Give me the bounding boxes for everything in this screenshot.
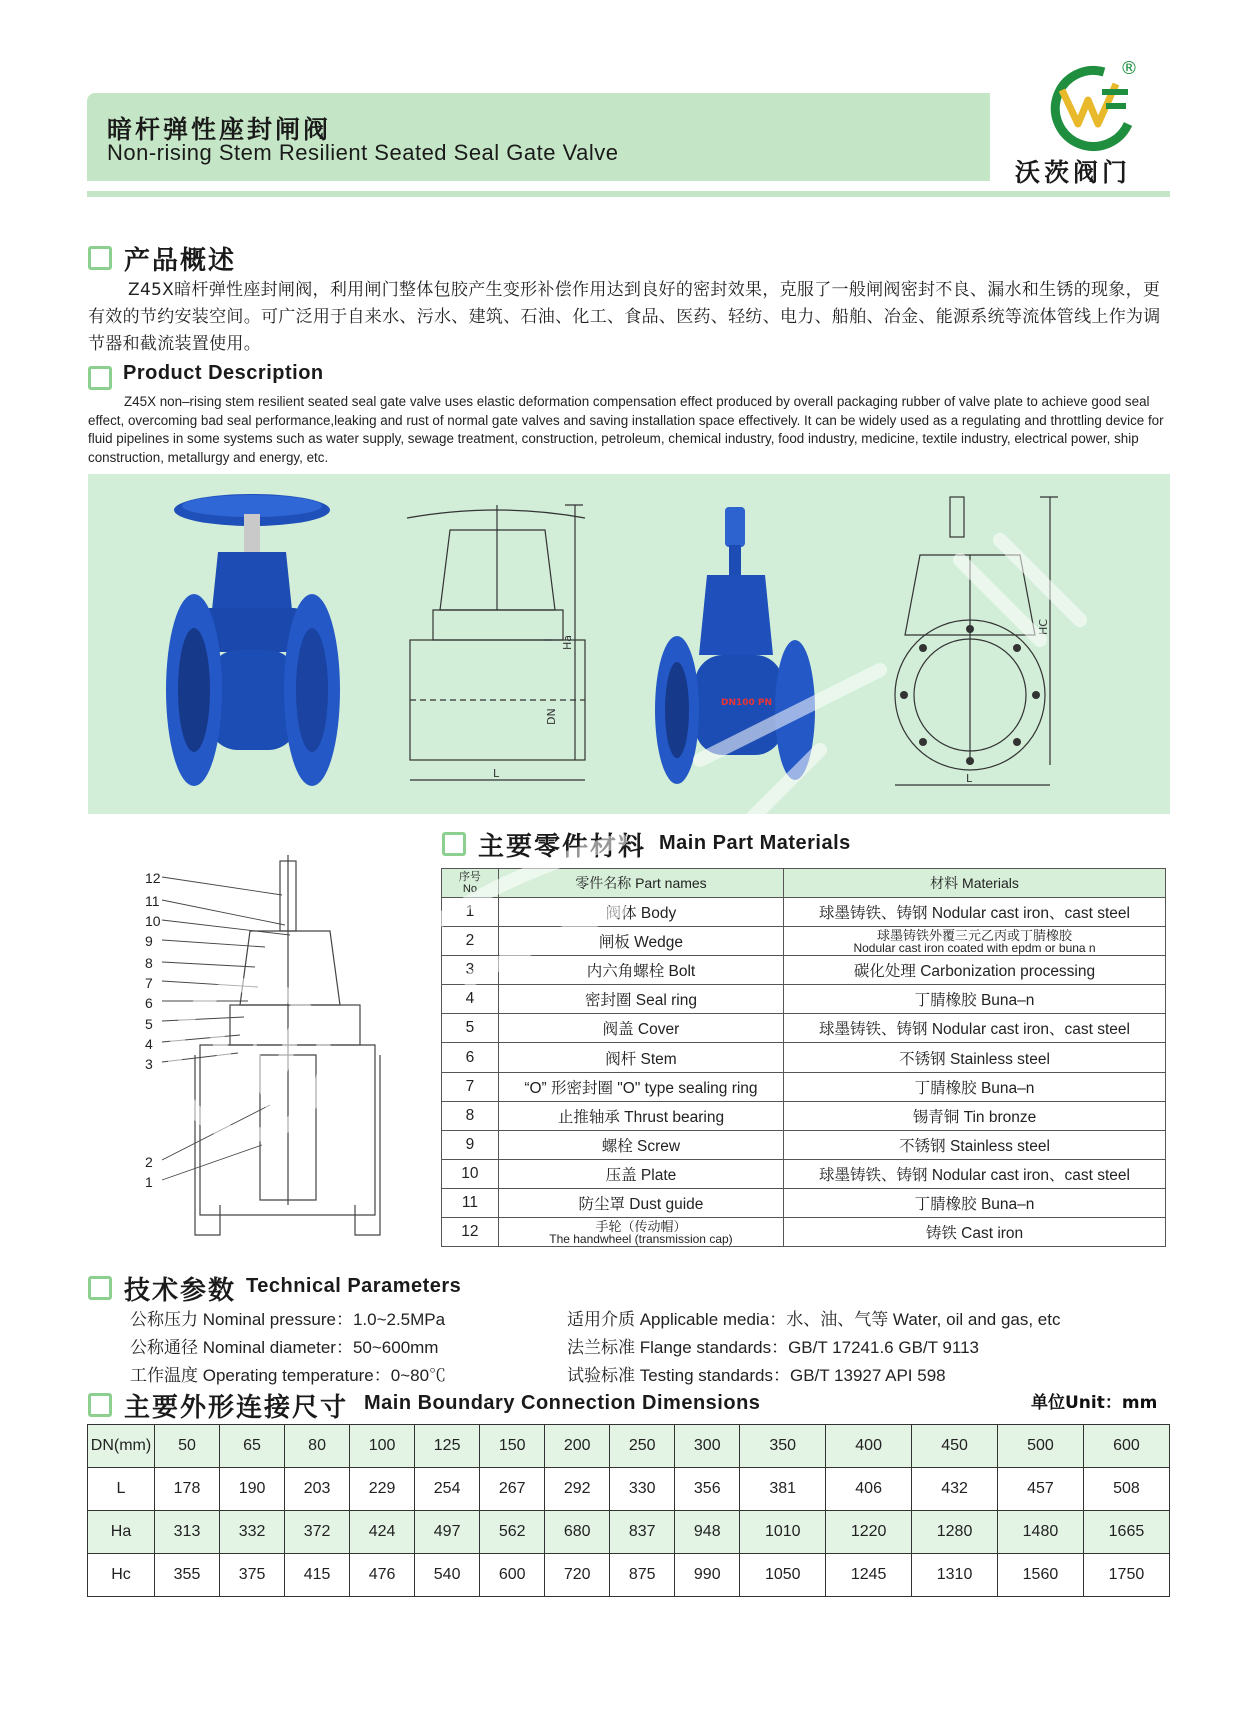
table-cell: 540	[415, 1554, 480, 1597]
parts-heading-en: Main Part Materials	[659, 832, 851, 854]
table-row	[442, 956, 1166, 985]
row-label: Ha	[88, 1511, 155, 1554]
table-row	[442, 1014, 1166, 1043]
valve-marking: DN100 PN	[721, 698, 773, 708]
tech-heading-cn: 技术参数	[124, 1276, 237, 1306]
table-row	[442, 985, 1166, 1014]
row-part-name: 密封圈 Seal ring	[498, 985, 783, 1014]
tech-nominal-pressure: 公称压力 Nominal pressure：1.0~2.5MPa	[130, 1310, 446, 1329]
table-cell: 190	[220, 1468, 285, 1511]
page-title-en: Non-rising Stem Resilient Seated Seal Gate Valve	[107, 140, 619, 165]
row-material: 丁腈橡胶 Buna–n	[784, 1188, 1166, 1217]
table-cell: 100	[350, 1425, 415, 1468]
row-material: 不锈钢 Stainless steel	[784, 1043, 1166, 1072]
row-part-name: 压盖 Plate	[498, 1159, 783, 1188]
table-row	[442, 898, 1166, 927]
table-cell: 450	[912, 1425, 998, 1468]
table-row	[442, 1130, 1166, 1159]
header-no-en: No	[462, 883, 477, 895]
header-materials: 材料 Materials	[784, 869, 1166, 898]
valve-photo-cap	[655, 505, 815, 795]
overview-heading-cn: 产品概述	[124, 246, 237, 276]
row-no: 5	[442, 1014, 499, 1043]
section-bullet-icon	[88, 1276, 112, 1300]
overview-body-en: Z45X non–rising stem resilient seated seal gate valve uses elastic deformation compensation effect produced by overall packaging rubber of valve plate to achieve good seal effect, overcoming bad seal performance,leaking and rust of normal gate valves and saving installation space effectively. It can be widely used as a regulating and throttling device for fluid pipelines in some systems such as water supply, sewage treatment, construction, petroleum, chemical industry, food industry, medicine, textile industry, electrical power, ship construction, metallurgy and energy, etc.	[88, 394, 1164, 465]
row-no: 4	[442, 985, 499, 1014]
callout-12: 12	[145, 870, 161, 886]
dims-heading-cn: 主要外形连接尺寸	[124, 1393, 349, 1423]
row-material: 丁腈橡胶 Buna–n	[784, 985, 1166, 1014]
row-material: 球墨铸铁、铸钢 Nodular cast iron、cast steel	[784, 898, 1166, 927]
callout-7: 7	[145, 975, 153, 991]
table-cell: 254	[415, 1468, 480, 1511]
row-no: 6	[442, 1043, 499, 1072]
table-row	[442, 1101, 1166, 1130]
row-no: 9	[442, 1130, 499, 1159]
parts-table	[441, 868, 1166, 1247]
table-cell: 203	[285, 1468, 350, 1511]
table-row	[442, 1072, 1166, 1101]
row-part-name: 闸板 Wedge	[498, 927, 783, 956]
parts-table-header	[442, 869, 1166, 898]
table-cell: 375	[220, 1554, 285, 1597]
table-cell: 372	[285, 1511, 350, 1554]
row-material: 碳化处理 Carbonization processing	[784, 956, 1166, 985]
table-cell: 406	[826, 1468, 912, 1511]
label-ha: Ha	[561, 634, 574, 650]
table-cell: 381	[740, 1468, 826, 1511]
tech-heading-en: Technical Parameters	[246, 1275, 462, 1297]
row-no: 7	[442, 1072, 499, 1101]
row-part-name-en: The handwheel (transmission cap)	[549, 1231, 733, 1246]
table-cell: 500	[998, 1425, 1084, 1468]
callout-3: 3	[145, 1056, 153, 1072]
dimensions-table	[87, 1424, 1170, 1597]
row-material-cn: 球墨铸铁外覆三元乙丙或丁腈橡胶	[877, 927, 1073, 943]
callout-2: 2	[145, 1154, 153, 1170]
table-row	[88, 1425, 1170, 1468]
table-cell: 125	[415, 1425, 480, 1468]
table-cell: 313	[155, 1511, 220, 1554]
label-l-side: L	[966, 772, 973, 785]
table-cell: 150	[480, 1425, 545, 1468]
table-cell: 350	[740, 1425, 826, 1468]
row-part-name: 螺栓 Screw	[498, 1130, 783, 1159]
dims-heading-en: Main Boundary Connection Dimensions	[364, 1392, 761, 1414]
row-part-name: 止推轴承 Thrust bearing	[498, 1101, 783, 1130]
callout-4: 4	[145, 1036, 153, 1052]
row-material: 不锈钢 Stainless steel	[784, 1130, 1166, 1159]
row-material-en: Nodular cast iron coated with epdm or buna n	[853, 940, 1096, 955]
row-label: L	[88, 1468, 155, 1511]
table-cell: 720	[545, 1554, 610, 1597]
row-material: 球墨铸铁、铸钢 Nodular cast iron、cast steel	[784, 1014, 1166, 1043]
dimension-drawing-side	[890, 495, 1080, 795]
page-title-cn: 暗杆弹性座封闸阀	[107, 115, 332, 144]
row-no: 3	[442, 956, 499, 985]
table-cell: 948	[675, 1511, 740, 1554]
row-no: 11	[442, 1188, 499, 1217]
callout-9: 9	[145, 933, 153, 949]
table-row	[442, 1159, 1166, 1188]
row-no: 1	[442, 898, 499, 927]
row-part-name-cn: 手轮（传动帽）	[595, 1218, 687, 1234]
dims-unit: 单位Unit：mm	[1031, 1393, 1158, 1413]
table-cell: 875	[610, 1554, 675, 1597]
row-part-name: “O” 形密封圈 "O" type sealing ring	[498, 1072, 783, 1101]
table-row	[88, 1468, 1170, 1511]
table-cell: 990	[675, 1554, 740, 1597]
table-cell: 600	[1083, 1425, 1169, 1468]
table-cell: 356	[675, 1468, 740, 1511]
brand-name: 沃茨阀门	[1015, 158, 1132, 187]
table-cell: 1560	[998, 1554, 1084, 1597]
callout-8: 8	[145, 955, 153, 971]
valve-photo-handwheel	[160, 490, 345, 800]
table-cell: 65	[220, 1425, 285, 1468]
table-cell: 400	[826, 1425, 912, 1468]
row-material: 丁腈橡胶 Buna–n	[784, 1072, 1166, 1101]
dimension-drawing-front	[405, 500, 590, 795]
overview-body-cn: Z45X暗杆弹性座封闸阀，利用闸门整体包胶产生变形补偿作用达到良好的密封效果，克服了一般闸阀密封不良、漏水和生锈的现象，更有效的节约安装空间。可广泛用于自来水、污水、建筑、石油、化工、食品、医药、轻纺、电力、船舶、冶金、能源系统等流体管线上作为调节器和截流装置使用。	[88, 280, 1161, 354]
table-cell: 1665	[1083, 1511, 1169, 1554]
registered-mark: ®	[1120, 58, 1138, 79]
row-no: 12	[442, 1218, 499, 1247]
table-cell: 837	[610, 1511, 675, 1554]
row-no: 8	[442, 1101, 499, 1130]
table-cell: 1050	[740, 1554, 826, 1597]
label-dn: DN	[545, 708, 558, 725]
callout-11: 11	[145, 893, 160, 909]
table-cell: 80	[285, 1425, 350, 1468]
table-cell: 50	[155, 1425, 220, 1468]
table-row	[88, 1511, 1170, 1554]
table-cell: 424	[350, 1511, 415, 1554]
row-part-name: 阀盖 Cover	[498, 1014, 783, 1043]
table-cell: 292	[545, 1468, 610, 1511]
table-cell: 1310	[912, 1554, 998, 1597]
table-cell: 415	[285, 1554, 350, 1597]
label-l: L	[493, 767, 500, 780]
row-part-name: 阀体 Body	[498, 898, 783, 927]
table-row	[442, 1043, 1166, 1072]
table-cell: 178	[155, 1468, 220, 1511]
row-material: 锡青铜 Tin bronze	[784, 1101, 1166, 1130]
table-cell: 457	[998, 1468, 1084, 1511]
table-row	[88, 1554, 1170, 1597]
table-cell: 1010	[740, 1511, 826, 1554]
table-cell: 1480	[998, 1511, 1084, 1554]
table-cell: 600	[480, 1554, 545, 1597]
row-label: Hc	[88, 1554, 155, 1597]
table-cell: 1750	[1083, 1554, 1169, 1597]
table-cell: 680	[545, 1511, 610, 1554]
tech-applicable-media: 适用介质 Applicable media：水、油、气等 Water, oil and gas, etc	[567, 1310, 1061, 1329]
table-cell: 508	[1083, 1468, 1169, 1511]
section-bullet-icon	[88, 246, 112, 270]
callout-6: 6	[145, 995, 153, 1011]
row-part-name: 阀杆 Stem	[498, 1043, 783, 1072]
row-material: 球墨铸铁、铸钢 Nodular cast iron、cast steel	[784, 1159, 1166, 1188]
table-row	[442, 1218, 1166, 1247]
row-part-name: 内六角螺栓 Bolt	[498, 956, 783, 985]
table-cell: 497	[415, 1511, 480, 1554]
section-bullet-icon	[442, 832, 466, 856]
section-bullet-icon	[88, 366, 112, 390]
table-cell: 355	[155, 1554, 220, 1597]
row-no: 10	[442, 1159, 499, 1188]
table-row	[442, 927, 1166, 956]
table-cell: 1245	[826, 1554, 912, 1597]
table-cell: 267	[480, 1468, 545, 1511]
table-cell: 562	[480, 1511, 545, 1554]
table-cell: 1280	[912, 1511, 998, 1554]
header-no-cn: 序号	[458, 871, 481, 883]
overview-heading-en: Product Description	[123, 362, 324, 384]
table-cell: 229	[350, 1468, 415, 1511]
tech-flange-standards: 法兰标准 Flange standards：GB/T 17241.6 GB/T 9113	[567, 1338, 979, 1357]
label-hc: HC	[1037, 619, 1050, 635]
row-material: 铸铁 Cast iron	[784, 1218, 1166, 1247]
tech-nominal-diameter: 公称通径 Nominal diameter：50~600mm	[130, 1338, 439, 1357]
tech-testing-standards: 试验标准 Testing standards：GB/T 13927 API 598	[567, 1366, 946, 1385]
table-cell: 250	[610, 1425, 675, 1468]
header-part-names: 零件名称 Part names	[498, 869, 783, 898]
tech-operating-temperature: 工作温度 Operating temperature：0~80℃	[130, 1366, 447, 1385]
cross-section-diagram	[140, 855, 430, 1250]
row-label: DN(mm)	[88, 1425, 155, 1468]
table-cell: 1220	[826, 1511, 912, 1554]
parts-heading-cn: 主要零件材料	[478, 832, 647, 862]
table-cell: 330	[610, 1468, 675, 1511]
table-cell: 200	[545, 1425, 610, 1468]
table-cell: 432	[912, 1468, 998, 1511]
row-part-name: 防尘罩 Dust guide	[498, 1188, 783, 1217]
header-rule	[87, 191, 1170, 197]
table-cell: 332	[220, 1511, 285, 1554]
callout-1: 1	[145, 1174, 153, 1190]
table-row	[442, 1188, 1166, 1217]
row-no: 2	[442, 927, 499, 956]
section-bullet-icon	[88, 1393, 112, 1417]
table-cell: 476	[350, 1554, 415, 1597]
callout-10: 10	[145, 913, 161, 929]
callout-5: 5	[145, 1016, 153, 1032]
table-cell: 300	[675, 1425, 740, 1468]
